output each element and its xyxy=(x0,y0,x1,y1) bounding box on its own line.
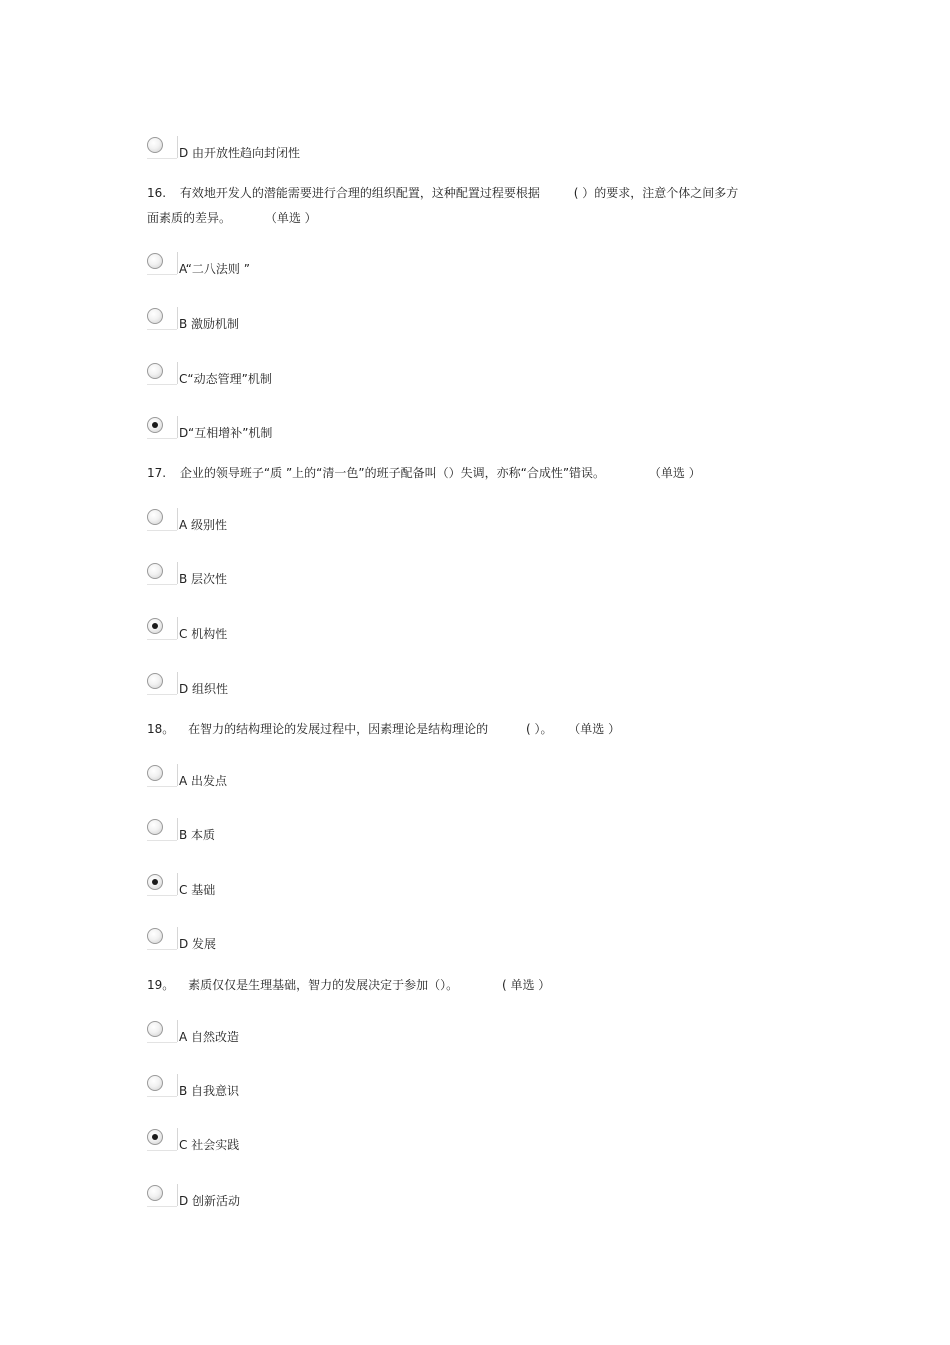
radio-button[interactable] xyxy=(147,308,163,324)
q18-option-d[interactable] xyxy=(147,928,407,950)
question-stem-cont: ( ）的要求，注意个体之间多方 xyxy=(573,186,739,200)
question-stem: 面素质的差异。 xyxy=(147,211,232,225)
question-number: 19。 xyxy=(147,978,175,992)
question-17-text xyxy=(147,466,701,480)
q16-option-a[interactable] xyxy=(147,253,407,275)
option-label: C 基础 xyxy=(179,883,216,897)
option-label: A 自然改造 xyxy=(179,1030,240,1044)
radio-button[interactable] xyxy=(147,765,163,781)
divider xyxy=(147,840,177,841)
option-label: C 机构性 xyxy=(179,627,228,641)
option-label: A 级别性 xyxy=(179,518,228,532)
option-label: B 激励机制 xyxy=(179,317,240,331)
radio-button[interactable] xyxy=(147,673,163,689)
divider xyxy=(147,639,177,640)
q18-option-b[interactable] xyxy=(147,819,407,841)
divider xyxy=(177,416,178,438)
divider xyxy=(177,252,178,274)
q19-option-a[interactable] xyxy=(147,1021,407,1043)
divider xyxy=(177,1184,178,1206)
radio-button[interactable] xyxy=(147,819,163,835)
q15-option-d[interactable] xyxy=(147,137,407,159)
question-stem: 有效地开发人的潜能需要进行合理的组织配置，这种配置过程要根据 xyxy=(179,186,540,200)
divider xyxy=(177,873,178,895)
divider xyxy=(177,562,178,584)
question-19-text xyxy=(147,978,550,992)
option-label: D 组织性 xyxy=(179,682,229,696)
radio-button[interactable] xyxy=(147,1185,163,1201)
divider xyxy=(147,530,177,531)
question-stem: 企业的领导班子“质 ”上的“清一色”的班子配备叫（）失调，亦称“合成性”错误。 xyxy=(179,466,606,480)
radio-button[interactable] xyxy=(147,1021,163,1037)
q19-option-c[interactable] xyxy=(147,1129,407,1151)
divider xyxy=(147,786,177,787)
radio-button[interactable] xyxy=(147,417,163,433)
question-number: 18。 xyxy=(147,722,175,736)
question-type: （单选 ） xyxy=(568,722,621,736)
divider xyxy=(147,1042,177,1043)
divider xyxy=(177,508,178,530)
divider xyxy=(177,927,178,949)
q16-option-b[interactable] xyxy=(147,308,407,330)
divider xyxy=(177,672,178,694)
radio-button[interactable] xyxy=(147,363,163,379)
question-type: （单选 ） xyxy=(264,211,317,225)
option-label: B 自我意识 xyxy=(179,1084,240,1098)
radio-button[interactable] xyxy=(147,618,163,634)
radio-button[interactable] xyxy=(147,874,163,890)
divider xyxy=(147,895,177,896)
divider xyxy=(177,1074,178,1096)
question-type: ( 单选 ） xyxy=(501,978,551,992)
divider xyxy=(147,949,177,950)
question-type: （单选 ） xyxy=(648,466,701,480)
option-label: B 层次性 xyxy=(179,572,228,586)
option-label: A“二八法则 ” xyxy=(179,262,250,276)
divider xyxy=(147,1150,177,1151)
divider xyxy=(177,1128,178,1150)
divider xyxy=(177,1020,178,1042)
radio-button[interactable] xyxy=(147,137,163,153)
option-label: A 出发点 xyxy=(179,774,228,788)
option-label: C 社会实践 xyxy=(179,1138,240,1152)
divider xyxy=(147,329,177,330)
radio-button[interactable] xyxy=(147,253,163,269)
q16-option-c[interactable] xyxy=(147,363,407,385)
q17-option-d[interactable] xyxy=(147,673,407,695)
question-18-text xyxy=(147,722,620,736)
question-stem: 素质仅仅是生理基础，智力的发展决定于参加（）。 xyxy=(188,978,459,992)
radio-button[interactable] xyxy=(147,1129,163,1145)
q17-option-c[interactable] xyxy=(147,618,407,640)
question-number: 16. xyxy=(147,186,167,200)
divider xyxy=(147,438,177,439)
radio-button[interactable] xyxy=(147,509,163,525)
divider xyxy=(177,307,178,329)
question-16-text xyxy=(147,186,738,200)
option-label: B 本质 xyxy=(179,828,216,842)
option-label: D 由开放性趋向封闭性 xyxy=(179,146,301,160)
option-label: C“动态管理”机制 xyxy=(179,372,272,386)
radio-button[interactable] xyxy=(147,563,163,579)
divider xyxy=(147,694,177,695)
divider xyxy=(147,384,177,385)
radio-button[interactable] xyxy=(147,928,163,944)
question-number: 17. xyxy=(147,466,167,480)
option-label: D“互相增补”机制 xyxy=(179,426,273,440)
radio-button[interactable] xyxy=(147,1075,163,1091)
q17-option-a[interactable] xyxy=(147,509,407,531)
q19-option-d[interactable] xyxy=(147,1185,407,1207)
option-label: D 创新活动 xyxy=(179,1194,241,1208)
divider xyxy=(147,158,177,159)
question-stem-cont: ( ）。 xyxy=(525,722,553,736)
q16-option-d[interactable] xyxy=(147,417,407,439)
divider xyxy=(177,818,178,840)
divider xyxy=(147,1096,177,1097)
divider xyxy=(177,617,178,639)
q19-option-b[interactable] xyxy=(147,1075,407,1097)
divider xyxy=(147,274,177,275)
question-stem: 在智力的结构理论的发展过程中，因素理论是结构理论的 xyxy=(188,722,489,736)
divider xyxy=(177,136,178,158)
divider xyxy=(147,1206,177,1207)
divider xyxy=(177,764,178,786)
q18-option-c[interactable] xyxy=(147,874,407,896)
divider xyxy=(147,584,177,585)
q17-option-b[interactable] xyxy=(147,563,407,585)
option-label: D 发展 xyxy=(179,937,217,951)
divider xyxy=(177,362,178,384)
question-16-text-line2 xyxy=(147,211,317,225)
q18-option-a[interactable] xyxy=(147,765,407,787)
